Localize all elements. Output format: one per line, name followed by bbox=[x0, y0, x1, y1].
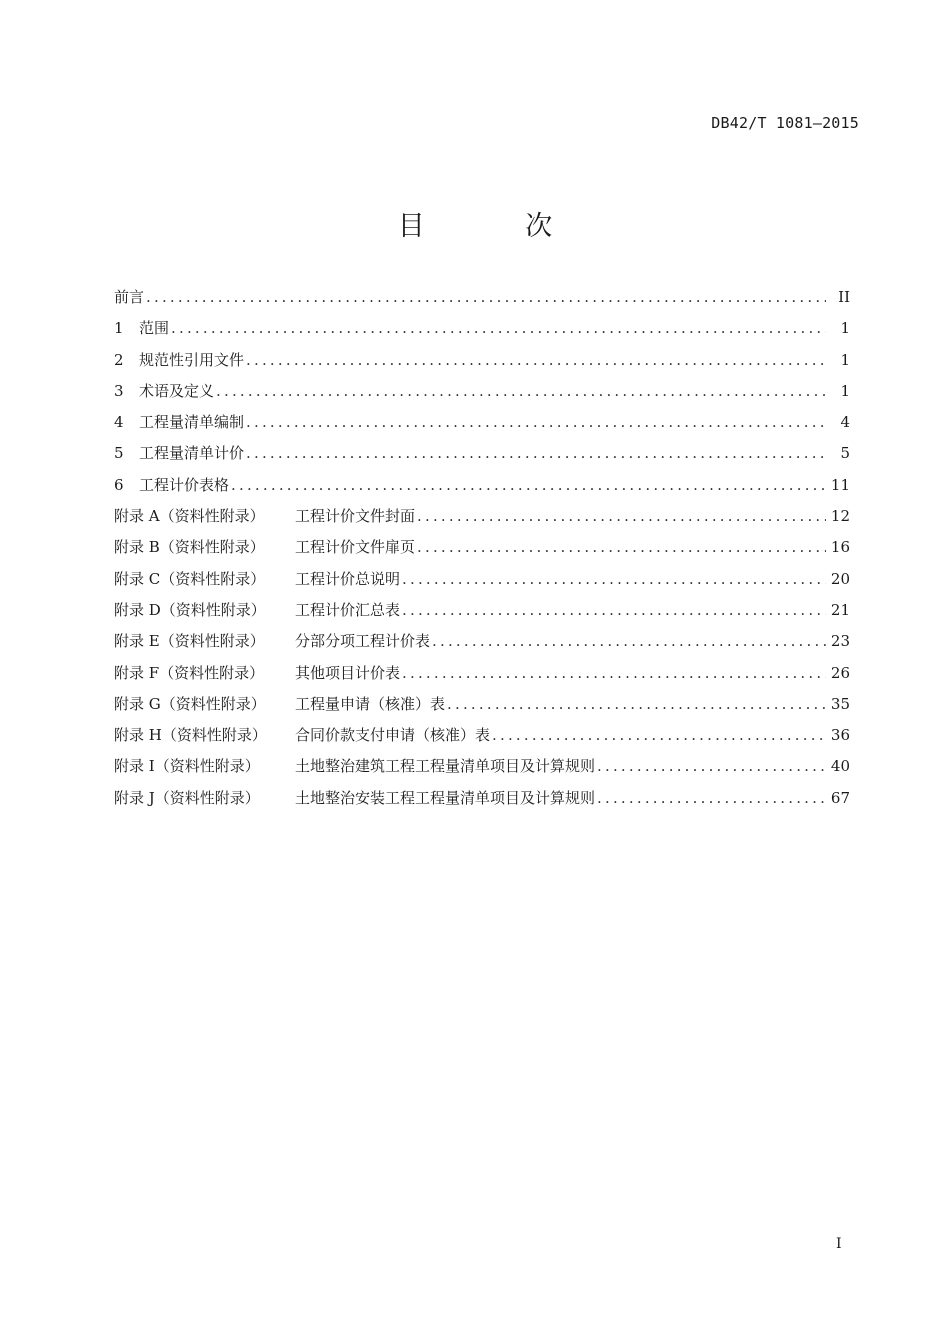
page-title: 目 次 bbox=[397, 211, 599, 242]
toc-leader-dots bbox=[492, 720, 826, 751]
toc-entry-title: 范围 bbox=[139, 319, 170, 338]
toc-leader-dots bbox=[432, 626, 826, 657]
toc-entry-title: 分部分项工程计价表 bbox=[295, 632, 431, 651]
toc-entry-number: 1 bbox=[114, 319, 124, 338]
toc-appendix-label: 附录 E（资料性附录） bbox=[114, 632, 265, 651]
toc-leader-dots bbox=[146, 282, 826, 313]
toc-leader-dots bbox=[246, 438, 826, 469]
toc-leader-dots bbox=[402, 658, 826, 689]
toc-appendix-label: 附录 B（资料性附录） bbox=[114, 538, 265, 557]
toc-entry-page: 4 bbox=[840, 413, 850, 432]
toc-entry-6[interactable] bbox=[114, 470, 850, 501]
toc-appendix-label: 附录 D（资料性附录） bbox=[114, 600, 266, 619]
toc-entry-appendix-j[interactable] bbox=[114, 783, 850, 814]
toc-entry-2[interactable] bbox=[114, 345, 850, 376]
toc-entry-page: 23 bbox=[830, 632, 850, 651]
toc-appendix-label: 附录 I（资料性附录） bbox=[114, 757, 260, 776]
toc-entry-appendix-g[interactable] bbox=[114, 689, 850, 720]
toc-entry-title: 工程计价总说明 bbox=[295, 569, 401, 588]
toc-leader-dots bbox=[447, 689, 826, 720]
toc-entry-page: 11 bbox=[830, 475, 850, 494]
toc-appendix-label: 附录 J（资料性附录） bbox=[114, 788, 260, 807]
toc-leader-dots bbox=[417, 532, 826, 563]
toc-leader-dots bbox=[597, 783, 826, 814]
toc-entry-title: 工程计价文件封面 bbox=[295, 507, 416, 526]
toc-entry-3[interactable] bbox=[114, 376, 850, 407]
toc-leader-dots bbox=[402, 595, 826, 626]
toc-entry-title: 其他项目计价表 bbox=[295, 663, 401, 682]
toc-entry-appendix-e[interactable] bbox=[114, 626, 850, 657]
toc-entry-appendix-h[interactable] bbox=[114, 720, 850, 751]
toc-entry-page: 1 bbox=[840, 381, 850, 400]
toc-leader-dots bbox=[417, 501, 826, 532]
toc-entry-number: 3 bbox=[114, 381, 124, 400]
toc-entry-page: 1 bbox=[840, 319, 850, 338]
toc-entry-page: 20 bbox=[830, 569, 850, 588]
table-of-contents bbox=[114, 282, 850, 814]
toc-entry-title: 工程量清单编制 bbox=[139, 413, 245, 432]
toc-leader-dots bbox=[216, 376, 826, 407]
toc-entry-appendix-c[interactable] bbox=[114, 564, 850, 595]
toc-entry-title: 合同价款支付申请（核准）表 bbox=[295, 726, 491, 745]
toc-entry-1[interactable] bbox=[114, 313, 850, 344]
toc-entry-page: 36 bbox=[830, 726, 850, 745]
standard-code: DB42/T 1081—2015 bbox=[711, 114, 859, 132]
toc-entry-appendix-f[interactable] bbox=[114, 658, 850, 689]
toc-entry-number: 4 bbox=[114, 413, 124, 432]
toc-leader-dots bbox=[246, 345, 826, 376]
toc-entry-title: 土地整治安装工程工程量清单项目及计算规则 bbox=[295, 788, 596, 807]
toc-entry-number: 5 bbox=[114, 444, 124, 463]
toc-leader-dots bbox=[246, 407, 826, 438]
toc-leader-dots bbox=[402, 564, 826, 595]
toc-entry-title: 术语及定义 bbox=[139, 381, 215, 400]
toc-entry-title: 前言 bbox=[114, 288, 145, 306]
toc-appendix-label: 附录 F（资料性附录） bbox=[114, 663, 265, 682]
toc-entry-title: 工程计价汇总表 bbox=[295, 600, 401, 619]
toc-entry-title: 土地整治建筑工程工程量清单项目及计算规则 bbox=[295, 757, 596, 776]
toc-entry-preface[interactable] bbox=[114, 282, 850, 313]
toc-entry-page: 21 bbox=[830, 600, 850, 619]
toc-entry-number: 6 bbox=[114, 475, 124, 494]
toc-entry-page: 16 bbox=[830, 538, 850, 557]
toc-leader-dots bbox=[231, 470, 826, 501]
toc-appendix-label: 附录 A（资料性附录） bbox=[114, 507, 265, 526]
toc-entry-page: 1 bbox=[840, 350, 850, 369]
toc-appendix-label: 附录 H（资料性附录） bbox=[114, 726, 267, 745]
toc-entry-page: 26 bbox=[830, 663, 850, 682]
toc-entry-4[interactable] bbox=[114, 407, 850, 438]
toc-appendix-label: 附录 G（资料性附录） bbox=[114, 694, 266, 713]
page-number: I bbox=[836, 1236, 842, 1252]
toc-entry-title: 工程量清单计价 bbox=[139, 444, 245, 463]
toc-entry-appendix-d[interactable] bbox=[114, 595, 850, 626]
toc-entry-page: 5 bbox=[840, 444, 850, 463]
toc-entry-title: 工程量申请（核准）表 bbox=[295, 694, 446, 713]
toc-entry-page: II bbox=[838, 288, 850, 306]
toc-entry-appendix-b[interactable] bbox=[114, 532, 850, 563]
toc-leader-dots bbox=[597, 751, 826, 782]
toc-entry-title: 规范性引用文件 bbox=[139, 350, 245, 369]
toc-entry-page: 40 bbox=[830, 757, 850, 776]
toc-entry-title: 工程计价文件扉页 bbox=[295, 538, 416, 557]
toc-appendix-label: 附录 C（资料性附录） bbox=[114, 569, 266, 588]
toc-entry-appendix-a[interactable] bbox=[114, 501, 850, 532]
toc-entry-number: 2 bbox=[114, 350, 124, 369]
toc-entry-5[interactable] bbox=[114, 438, 850, 469]
toc-entry-page: 67 bbox=[830, 788, 850, 807]
toc-entry-page: 35 bbox=[830, 694, 850, 713]
toc-entry-title: 工程计价表格 bbox=[139, 475, 230, 494]
toc-entry-page: 12 bbox=[830, 507, 850, 526]
toc-leader-dots bbox=[171, 313, 826, 344]
toc-entry-appendix-i[interactable] bbox=[114, 751, 850, 782]
